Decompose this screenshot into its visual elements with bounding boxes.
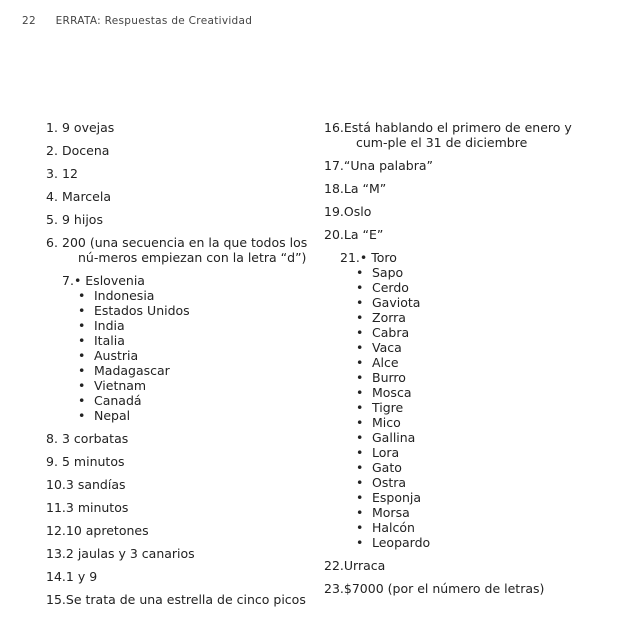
answer-text: 9 ovejas (62, 120, 115, 135)
answer-item (62, 273, 322, 423)
answer-text: 2 jaulas y 3 canarios (65, 546, 195, 561)
answer-item (46, 523, 322, 538)
answer-number: 22. (324, 558, 344, 573)
bullet-item: • Vaca (356, 340, 600, 355)
answer-number: 10. (46, 477, 66, 492)
answer-item: 1.9 ovejas (46, 120, 115, 135)
bullet-item: • Austria (78, 348, 322, 363)
bullet-item: • Estados Unidos (78, 303, 322, 318)
answer-text: 3 corbatas (62, 431, 129, 446)
bullet-item: • Zorra (356, 310, 600, 325)
answer-number: 19. (324, 204, 344, 219)
answer-text: Urraca (343, 558, 386, 573)
answer-number: 23. (324, 581, 344, 596)
answer-number: 17. (324, 158, 344, 173)
answer-text: La “E” (343, 227, 384, 242)
answer-text: 10 apretones (65, 523, 149, 538)
bullet-item: • Tigre (356, 400, 600, 415)
bullet-item: • Mosca (356, 385, 600, 400)
answer-item: 5.9 hijos (46, 212, 103, 227)
answer-item: 2.Docena (46, 143, 110, 158)
answer-text: Oslo (343, 204, 372, 219)
answer-item: 3.12 (46, 166, 78, 181)
answers-left-column (46, 120, 322, 615)
answer-text: 3 minutos (65, 500, 129, 515)
answer-item (46, 546, 322, 561)
bullet-item: • Esponja (356, 490, 600, 505)
answer-number: 12. (46, 523, 66, 538)
answer-text: 12 (62, 166, 78, 181)
answer-item (324, 158, 600, 173)
page-number: 22 (22, 15, 36, 27)
bullet-item: • Gallina (356, 430, 600, 445)
answer-item (324, 558, 600, 573)
header-title: ERRATA: Respuestas de Creatividad (55, 15, 253, 27)
answer-text: Marcela (62, 189, 112, 204)
answer-text: 1 y 9 (65, 569, 98, 584)
bullet-item: • Halcón (356, 520, 600, 535)
bullet-item: • Canadá (78, 393, 322, 408)
bullet-item: • Cabra (356, 325, 600, 340)
bullet-item: • Leopardo (356, 535, 600, 550)
bullet-item: • Toro (359, 250, 397, 265)
bullet-item: • Gato (356, 460, 600, 475)
answer-text: Docena (62, 143, 110, 158)
answer-number: 13. (46, 546, 66, 561)
answer-text: Se trata de una estrella de cinco picos (65, 592, 306, 607)
answer-item (340, 250, 600, 550)
answer-number: 7. (62, 273, 74, 288)
bullet-item: • Alce (356, 355, 600, 370)
answer-number: 18. (324, 181, 344, 196)
answer-number: 15. (46, 592, 66, 607)
bullet-item: • Italia (78, 333, 322, 348)
answer-item: 8.3 corbatas (46, 431, 129, 446)
answer-item: 9.5 minutos (46, 454, 125, 469)
bullet-item: • Morsa (356, 505, 600, 520)
answer-text: 3 sandías (65, 477, 126, 492)
answer-number: 21. (340, 250, 360, 265)
answer-item (46, 500, 322, 515)
bullet-item: • Burro (356, 370, 600, 385)
answer-text: $7000 (por el número de letras) (343, 581, 545, 596)
answer-item: 4.Marcela (46, 189, 112, 204)
bullet-item: • India (78, 318, 322, 333)
bullet-item: • Indonesia (78, 288, 322, 303)
page-header (22, 15, 252, 27)
answer-number: 11. (46, 500, 66, 515)
answer-item (324, 227, 600, 242)
bullet-item: • Sapo (356, 265, 600, 280)
answer-text: 5 minutos (62, 454, 125, 469)
bullet-item: • Lora (356, 445, 600, 460)
bullet-item: • Madagascar (78, 363, 322, 378)
answer-text: Está hablando el primero de enero y cum-ple el 31 de diciembre (343, 120, 572, 150)
bullet-item: • Nepal (78, 408, 322, 423)
bullet-item: • Gaviota (356, 295, 600, 310)
answer-item: 6.200 (una secuencia en la que todos los nú-meros empiezan con la letra “d”) (46, 235, 308, 265)
answer-item (46, 569, 322, 584)
bullet-item: • Cerdo (356, 280, 600, 295)
bullet-item: • Vietnam (78, 378, 322, 393)
bullet-item: • Mico (356, 415, 600, 430)
answer-number: 14. (46, 569, 66, 584)
bullet-list (340, 265, 600, 550)
bullet-item: • Eslovenia (73, 273, 145, 288)
answer-item (324, 581, 600, 596)
bullet-item: • Ostra (356, 475, 600, 490)
answer-number: 16. (324, 120, 344, 135)
answer-item (46, 592, 322, 607)
answer-number: 20. (324, 227, 344, 242)
answer-item (46, 477, 322, 492)
answer-text: 200 (una secuencia en la que todos los nú-meros empiezan con la letra “d”) (62, 235, 308, 265)
answer-text: La “M” (343, 181, 387, 196)
answer-item (324, 181, 600, 196)
answer-text: “Una palabra” (343, 158, 434, 173)
answers-right-column (324, 120, 600, 604)
answer-text: 9 hijos (62, 212, 103, 227)
answer-item (324, 120, 600, 150)
answer-item (324, 204, 600, 219)
bullet-list (62, 288, 322, 423)
